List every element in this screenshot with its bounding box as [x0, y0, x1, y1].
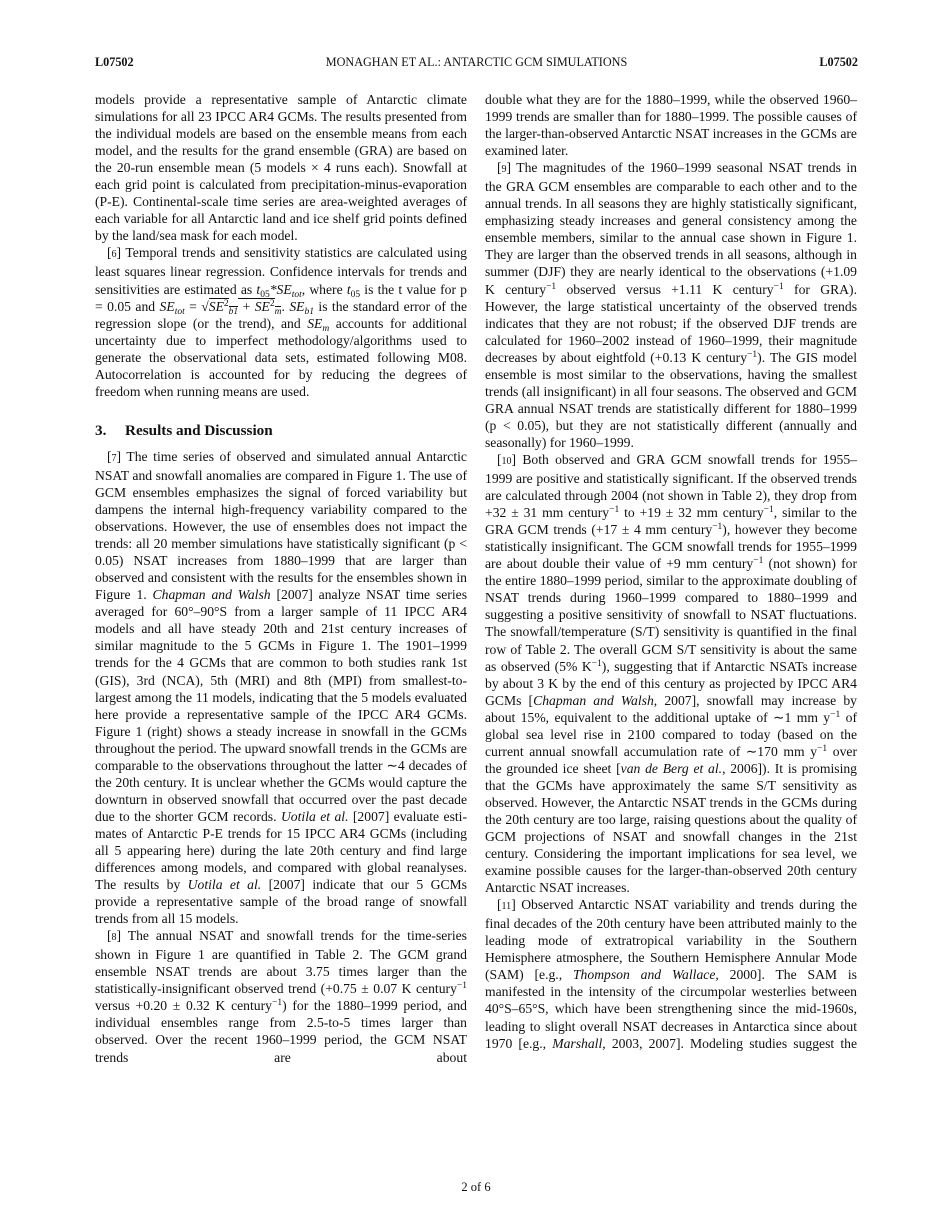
text-run: [2007] indicate that our 5 GCMs provide a representative sample of the broad range of snowfall trends from all 15 models.: [95, 877, 467, 927]
right-column: [485, 91, 857, 1052]
text-run: = √: [184, 298, 209, 314]
text-run: The time series of observed and simulated annual Antarctic NSAT and snowfall anomalies are compared in Figure 1. The use of GCM ensembles emphasizes the signal of forced variability but dampens the internal high-frequency variability compared to the observations. However, the use of ensembles does not impact the trends: all 20 member simulations have statistically significant (p < 0.05) NSAT increases from 1880–1999 that are larger than observed and consistent with the results for the ensembles shown in Figure 1.: [95, 448, 467, 603]
sup-text: −1: [747, 349, 758, 360]
sup-text: −1: [763, 505, 774, 516]
sub-text: 05: [350, 289, 361, 300]
text-run: Both observed and GRA GCM snowfall trends for 1955–1999 are positive and statistically significant. If the observed trends are calculated through 2004 (not shown in Table 2), they drop from +32 ± 31 mm century: [485, 451, 857, 521]
paragraph-number-value: 6: [111, 249, 117, 261]
text-run: double what they are for the 1880–1999, while the observed 1960–1999 trends are smaller than for 1880–1999. The possible causes of the larger-than-observed Antarctic NSAT increases in the GCMs are examined later.: [485, 92, 857, 159]
running-header: [95, 55, 858, 71]
sup-text: −1: [830, 709, 841, 720]
italic-text: van de Berg et al.: [620, 760, 723, 776]
italic-text: *SE: [269, 281, 292, 297]
text-run: models provide a representative sample of Antarctic climate simulations for all 23 IPCC AR4 GCMs. The results presented from the individual models are based on the ensemble means from each model, and the results for the grand ensemble (GRA) are based on the 20-run ensemble mean (5 models × 4 runs each). Snowfall at each grid point is calculated from precipitation-minus-evaporation (P-E). Continental-scale time series are area-weighted averages of each variable for all Antarctic land and ice shelf grid points defined by the land/sea mask for each model.: [95, 92, 467, 244]
paragraph-number-value: 7: [111, 452, 117, 464]
italic-text: Thompson and Wallace: [572, 967, 716, 983]
text-run: observed versus +1.11 K century: [556, 281, 774, 297]
text-run: , 2006]). It is promising that the GCMs have approximately the same S/T sensitivity as observed. However, the Antarctic NSAT trends in the GCMs during the 20th century are too large, raising questions about the quality of GCM projections of NSAT and snowfall changes in the 21st century. Considering the important implications for sea level, we examine possible causes for the larger-than-observed 20th century Antarctic NSAT increases.: [485, 760, 857, 896]
text-run: (not shown) for the entire 1880–1999 period, similar to the approximate doubling of NSAT trends during 1960–1999 compared to 1880–1999 and suggesting a positive sensitivity of snowfall to NSAT fluctuations. The snowfall/temperature (S/T) sensitivity is quantified in the final row of Table 2. The overall GCM S/T sensitivity is about the same as observed (5% K: [485, 556, 857, 674]
sup-text: 2: [223, 298, 229, 309]
text-run: [2007] evaluate estimates of Antarctic P-E trends for 15 IPCC AR4 GCMs (including all 5 appearing here) during the late 20th century and find large differences among models, and compared with global reanalyses. The results by: [95, 808, 467, 893]
sup-text: 2: [269, 298, 275, 309]
italic-text: Marshall: [552, 1035, 603, 1051]
paragraph-number-value: 9: [501, 164, 507, 176]
italic-text: Uotila et al.: [187, 877, 262, 893]
sup-text: −1: [609, 505, 620, 516]
article-id-left: L07502: [95, 55, 134, 69]
paragraph: [485, 451, 857, 896]
paragraph: [485, 159, 857, 451]
text-run: over the grounded ice sheet [: [485, 743, 857, 776]
paragraph-number: [7]: [107, 448, 122, 464]
text-run: is the t value for p = 0.05 and: [95, 281, 468, 314]
text-run: is the standard error of the regression slope (or the trend), and: [95, 298, 468, 331]
paragraph-number-value: 10: [501, 455, 512, 467]
paragraph: [95, 244, 467, 399]
text-run: , 2003, 2007]. Modeling studies suggest the: [602, 1035, 858, 1051]
text-run: ), however they become statistically insignificant. The GCM snowfall trends for 1955–1999 are about double their value of +9 mm century: [485, 522, 858, 572]
section-title: Results and Discussion: [125, 421, 273, 439]
paragraph: [485, 91, 857, 159]
sup-text: −1: [712, 522, 723, 533]
paragraph: [95, 91, 467, 244]
left-column: [95, 91, 467, 1066]
section-heading: [95, 422, 467, 439]
text-run: ) for the 1880–1999 period, and individual ensembles range from 2.5-to-5 times larger than observed. Over the recent 1960–1999 period, the GCM NSAT trends are about: [95, 998, 467, 1065]
section-number: 3.: [95, 421, 107, 439]
text-run: of global sea level rise in 2100 compared to today (based on the current annual snowfall accumulation rate of ∼170 mm y: [485, 709, 857, 759]
running-title: MONAGHAN ET AL.: ANTARCTIC GCM SIMULATIONS: [325, 55, 628, 69]
text-run: versus +0.20 ± 0.32 K century: [95, 998, 272, 1014]
sup-text: −1: [546, 281, 557, 292]
isub-text: tot: [291, 289, 302, 300]
italic-text: Uotila et al.: [280, 808, 349, 824]
paragraph-number-value: 8: [111, 932, 117, 944]
sub-text: 05: [260, 289, 270, 300]
text-run: to +19 ± 32 mm century: [619, 505, 764, 521]
italic-text: SE: [289, 298, 305, 314]
sup-text: −1: [773, 281, 784, 292]
italic-text: t: [346, 281, 351, 297]
italic-text: Chapman and Walsh: [152, 587, 271, 603]
italic-text: SE: [159, 298, 175, 314]
italic-text: Chapman and Walsh: [533, 692, 654, 708]
sup-text: −1: [753, 556, 764, 567]
isub-text: b1: [228, 306, 239, 317]
text-run: Temporal trends and sensitivity statistics are calculated using least squares linear regression. Confidence intervals for trends and sensitivities are estimated as: [95, 245, 467, 297]
paragraph-number: [8]: [107, 928, 122, 944]
page-number: 2 of 6: [461, 1180, 491, 1194]
paragraph: [95, 448, 467, 927]
text-run: [2007] analyze NSAT time series averaged for 60°–90°S from a larger sample of 11 IPCC AR4 models and all have steady 20th and 21st century increases of similar magnitude to the 5 GCMs in Figure 1. The 1901–1999 trends for the 4 GCMs that are common to both studies rank 1st (GIS), 3rd (NCA), 5th (MRI) and 8th (MPI) from smallest-to-largest among the 11 models, indicating that the 5 models evaluated here provide a representative sample of the IPCC AR4 GCMs. Figure 1 (right) shows a steady increase in snowfall in the GCMs throughout the period. The upward snowfall trends in the GCMs are comparable to the observations throughout the latter ∼4 decades of the 20th century. It is unclear whether the GCMs would capture the downturn in observed snowfall that occurred over the past decade due to the shorter GCM records.: [95, 587, 468, 824]
text-run: ). The GIS model ensemble is most similar to the observations, having the smallest trends (all insignificant) in all four seasons. The observed and GCM GRA annual NSAT trends are statistically different for 1880–1999 (p < 0.05), but they are not statistically different (annually and seasonally) for 1960–1999.: [485, 349, 858, 450]
text-run: accounts for additional uncertainty due to imperfect methodology/algorithms used to generate the observational data sets, estimated following M08. Autocorrelation is accounted for by reducing the degrees of freedom when running means are used.: [95, 315, 467, 399]
italic-text: SE: [307, 315, 323, 331]
text-run: Observed Antarctic NSAT variability and trends during the final decades of the 20th century have been attributed mainly to the leading mode of extratropical variability in the Southern Hemisphere atmosphere, the Southern Hemisphere Annular Mode (SAM) [e.g.,: [485, 897, 857, 983]
italic-text: SE: [254, 298, 270, 314]
italic-text: SE: [208, 298, 224, 314]
isub-text: m: [322, 323, 330, 334]
isub-text: tot: [174, 306, 185, 317]
text-run: , similar to the GRA GCM trends (+17 ± 4 mm century: [485, 505, 857, 538]
isub-text: m: [274, 306, 282, 317]
italic-text: t: [256, 281, 261, 297]
paragraph-number: [9]: [497, 160, 512, 176]
sup-text: −1: [591, 658, 602, 669]
text-run: .: [281, 298, 290, 314]
paragraph-number-value: 11: [501, 901, 512, 913]
paragraph: [95, 927, 467, 1065]
text-run: The annual NSAT and snowfall trends for the time-series shown in Figure 1 are quantified in Table 2. The GCM grand ensemble NSAT trends are about 3.75 times larger than the statistically-insignificant observed trend (+0.75 ± 0.07 K century: [95, 928, 467, 997]
sup-text: −1: [271, 998, 283, 1009]
sup-text: −1: [456, 981, 467, 992]
sup-text: −1: [817, 743, 828, 754]
paragraph-number: [10]: [497, 451, 517, 467]
text-run: for GRA). However, the large statistical uncertainty of the observed trends indicates that they are not robust; if the observed DJF trends are calculated for 1960–2002 instead of 1960–1999, their magnitude decreases by about eightfold (+0.13 K century: [485, 281, 857, 365]
text-run: The magnitudes of the 1960–1999 seasonal NSAT trends in the GRA GCM ensembles are comparable to each other and to the annual trends. In all seasons they are highly statistically significant, emphasizing steady increases and general consistency among the ensemble members, similar to the annual case shown in Figure 1. They are larger than the observed trends in all seasons, although in summer (DJF) they are nearly identical to the observations (+1.09 K century: [485, 160, 857, 297]
paragraph: [485, 896, 857, 1051]
article-id-right: L07502: [819, 55, 858, 69]
text-run: ), suggesting that if Antarctic NSATs increase by about 3 K by the end of this century as projected by IPCC AR4 GCMs [: [485, 658, 857, 708]
isub-text: b1: [304, 306, 314, 317]
text-run: , 2000]. The SAM is manifested in the intensity of the circumpolar westerlies between 40°S–65°S, which have been strengthening since the mid-1960s, leading to slight overall NSAT decreases in Antarctica since about 1970 [e.g.,: [485, 967, 857, 1051]
text-run: , where: [301, 281, 347, 297]
paragraph-number: [6]: [107, 245, 122, 261]
text-run: , 2007], snowfall may increase by about 15%, equivalent to the additional uptake of ∼1 mm y: [485, 692, 857, 725]
paragraph-number: [11]: [497, 897, 516, 913]
text-run: +: [238, 298, 255, 314]
